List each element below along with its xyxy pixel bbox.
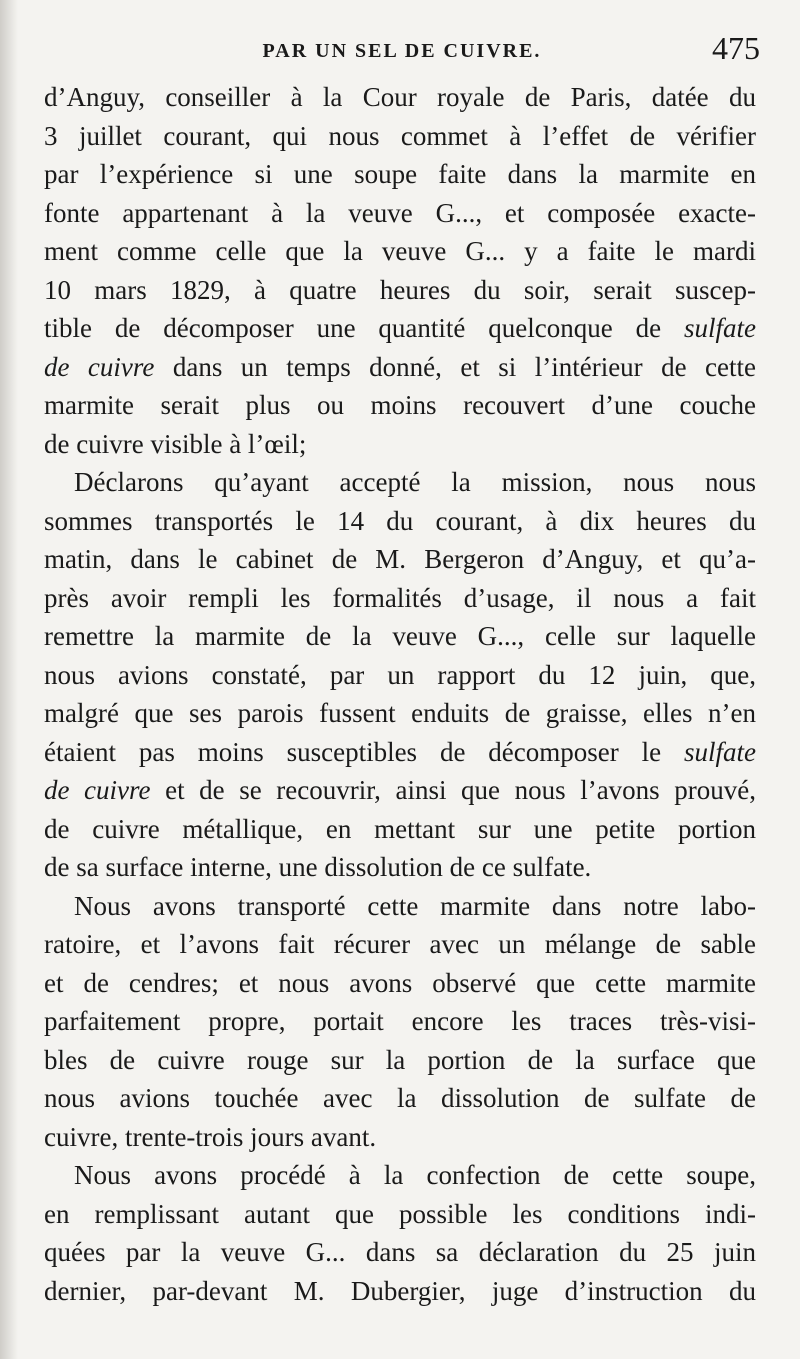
text-line: nous avions touchée avec la dissolution de sulfate de	[44, 1083, 756, 1113]
text-line: nous avions constaté, par un rapport du 12 juin, que,	[44, 659, 756, 690]
text-run: tible de décomposer une quantité quelconque de	[44, 313, 662, 343]
paragraph-start-line: Nous avons procédé à la confection de cette soupe,	[74, 1160, 756, 1190]
text-line: marmite serait plus ou moins recouvert d’une couche	[44, 390, 756, 420]
page-gutter-shadow	[0, 0, 18, 1359]
italic-term: de cuivre	[44, 351, 155, 382]
text-line: bles de cuivre rouge sur la portion de la surface que	[44, 1044, 756, 1075]
text-line: remettre la marmite de la veuve G..., celle sur laquelle	[44, 621, 756, 651]
text-line: de sa surface interne, une dissolution de ce sulfate.	[44, 852, 592, 882]
running-head	[44, 30, 760, 74]
text-line: et de cendres; et nous avons observé que cette marmite	[44, 967, 756, 998]
text-line: malgré que ses parois fussent enduits de graisse, elles n’en	[44, 698, 756, 728]
text-line: sommes transportés le 14 du courant, à dix heures du	[44, 505, 756, 536]
text-run: et de se recouvrir, ainsi que nous l’avons prouvé,	[165, 775, 756, 805]
text-line: parfaitement propre, portait encore les traces très-visi-	[44, 1006, 756, 1036]
page-number: 475	[712, 30, 760, 66]
text-run: dans un temps donné, et si l’intérieur de cette	[172, 351, 756, 382]
text-line: près avoir rempli les formalités d’usage, il nous a fait	[44, 582, 756, 613]
text-line: ment comme celle que la veuve G... y a faite le mardi	[44, 236, 756, 266]
text-line: cuivre, trente-trois jours avant.	[44, 1121, 377, 1152]
text-line: dernier, par-devant M. Dubergier, juge d’instruction du	[44, 1275, 756, 1306]
paragraph-start-line: Nous avons transporté cette marmite dans notre labo-	[74, 890, 756, 921]
italic-term: de cuivre	[44, 775, 151, 805]
text-line: matin, dans le cabinet de M. Bergeron d’Anguy, et qu’a-	[44, 544, 756, 574]
text-line: de cuivre métallique, en mettant sur une petite portion	[44, 813, 756, 844]
text-line: par l’expérience si une soupe faite dans la marmite en	[44, 159, 756, 189]
text-line	[44, 309, 756, 348]
body-text	[44, 78, 756, 1310]
text-line	[44, 348, 756, 387]
text-line: fonte appartenant à la veuve G..., et composée exacte-	[44, 197, 756, 228]
italic-term: sulfate	[684, 313, 756, 343]
text-line: quées par la veuve G... dans sa déclaration du 25 juin	[44, 1237, 756, 1267]
italic-term: sulfate	[684, 736, 757, 767]
text-run: étaient pas moins susceptibles de décomposer le	[44, 736, 662, 767]
text-line: 10 mars 1829, à quatre heures du soir, serait suscep-	[44, 274, 756, 305]
text-line: en remplissant autant que possible les conditions indi-	[44, 1198, 756, 1229]
text-line: ratoire, et l’avons fait récurer avec un mélange de sable	[44, 929, 756, 959]
text-line	[44, 733, 756, 772]
text-line: 3 juillet courant, qui nous commet à l’effet de vérifier	[44, 120, 756, 151]
text-line: d’Anguy, conseiller à la Cour royale de Paris, datée du	[44, 82, 756, 112]
paragraph-start-line: Déclarons qu’ayant accepté la mission, nous nous	[74, 467, 756, 497]
running-title: PAR UN SEL DE CUIVRE.	[262, 40, 542, 62]
text-line	[44, 771, 756, 810]
text-line: de cuivre visible à l’œil;	[44, 428, 307, 459]
